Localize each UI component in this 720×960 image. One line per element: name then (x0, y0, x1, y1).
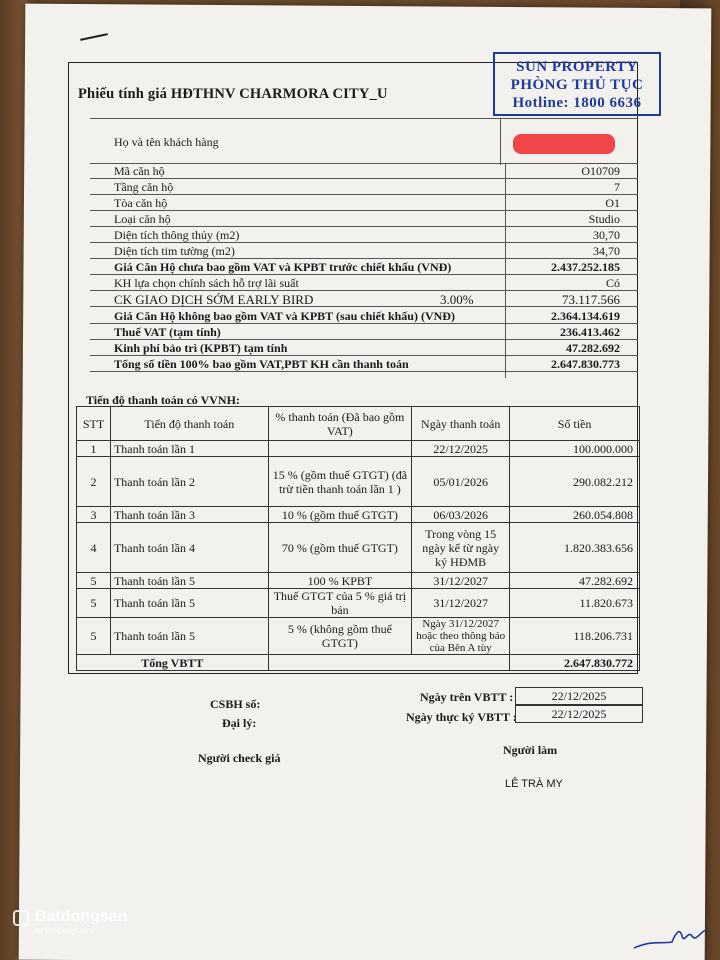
row-percent: 100 % KPBT (268, 573, 412, 589)
info-row-value: 34,70 (593, 244, 620, 258)
info-row-value: Có (605, 276, 620, 290)
info-row (90, 228, 638, 243)
handwritten-signature (632, 922, 712, 952)
info-row-value: 73.117.566 (561, 292, 620, 307)
customer-label: Họ và tên khách hàng (114, 135, 219, 149)
info-row-value: 7 (614, 180, 620, 194)
info-row-label: CK GIAO DỊCH SỚM EARLY BIRD (114, 292, 314, 307)
row-stage: Thanh toán lần 1 (110, 441, 268, 457)
vbtt-date-value: 22/12/2025 (515, 687, 643, 705)
row-date: 31/12/2027 (412, 573, 510, 589)
header-percent: % thanh toán (Đã bao gồm VAT) (268, 407, 412, 441)
row-percent: 10 % (gồm thuế GTGT) (268, 507, 412, 523)
info-row-value: 2.647.830.773 (551, 357, 620, 371)
watermark-logo-icon (13, 910, 29, 926)
info-row (90, 325, 638, 340)
row-amount: 1.820.383.656 (510, 523, 640, 573)
watermark-brand: Batdongsan (35, 908, 128, 925)
info-row-discount-rate: 3.00% (440, 292, 474, 307)
info-row-label: Tổng số tiền 100% bao gồm VAT,PBT KH cần thanh toán (114, 357, 409, 371)
table-header-row (77, 407, 640, 441)
info-row (90, 196, 638, 211)
row-stage: Thanh toán lần 5 (110, 589, 268, 618)
info-row-value: O1 (605, 196, 620, 210)
row-amount: 118.206.731 (510, 618, 640, 655)
info-row-value: 47.282.692 (566, 341, 620, 355)
row-stage: Thanh toán lần 2 (110, 457, 268, 507)
header-date: Ngày thanh toán (412, 407, 510, 441)
row-amount: 100.000.000 (510, 441, 640, 457)
row-stt: 2 (77, 457, 111, 507)
row-amount: 47.282.692 (510, 573, 640, 589)
document-title: Phiếu tính giá HĐTHNV CHARMORA CITY_U (78, 86, 388, 102)
info-row-label: Loại căn hộ (114, 212, 171, 226)
header-stage: Tiến độ thanh toán (110, 407, 268, 441)
info-row (90, 341, 638, 356)
info-row-label: Diện tích thông thủy (m2) (114, 228, 240, 242)
info-row-value: 2.437.252.185 (551, 260, 620, 274)
total-row (77, 655, 640, 671)
maker-name: LÊ TRÀ MY (505, 778, 563, 790)
header-amount: Số tiền (510, 407, 640, 441)
sun-property-stamp (493, 52, 661, 116)
info-row (90, 180, 638, 195)
watermark-sub: by PropertyGuru (35, 926, 94, 935)
row-date: Trong vòng 15 ngày kể từ ngày ký HĐMB (412, 523, 510, 573)
maker-label: Người làm (503, 743, 558, 757)
info-row-label: Tầng căn hộ (114, 180, 174, 194)
info-row (90, 292, 638, 307)
row-stage: Thanh toán lần 4 (110, 523, 268, 573)
row-percent: 70 % (gồm thuế GTGT) (268, 523, 412, 573)
info-row-value: 2.364.134.619 (551, 309, 620, 323)
row-stt: 3 (77, 507, 111, 523)
total-value: 2.647.830.772 (510, 655, 640, 671)
sign-date-value: 22/12/2025 (515, 705, 643, 723)
redaction-mark (513, 134, 615, 154)
payment-schedule-table (76, 406, 640, 671)
row-stt: 5 (77, 618, 111, 655)
stamp-line-2: PHÒNG THỦ TỤC (510, 77, 644, 93)
value-column-divider (505, 164, 506, 378)
info-row (90, 276, 638, 291)
table-row (77, 441, 640, 457)
table-row (77, 573, 640, 589)
info-row-label: Mã căn hộ (114, 164, 165, 178)
table-row (77, 457, 640, 507)
info-row (90, 212, 638, 227)
row-stt: 4 (77, 523, 111, 573)
row-percent: Thuế GTGT của 5 % giá trị bán (268, 589, 412, 618)
info-row (90, 260, 638, 275)
table-row (77, 523, 640, 573)
row-amount: 260.054.808 (510, 507, 640, 523)
info-row (90, 309, 638, 324)
row-date: Ngày 31/12/2027 hoặc theo thông báo của Bên A tùy (412, 618, 510, 655)
table-row (77, 507, 640, 523)
info-row (90, 357, 638, 372)
header-stt: STT (77, 407, 111, 441)
row-date: 22/12/2025 (412, 441, 510, 457)
info-row-value: Studio (588, 212, 620, 226)
info-row-label: KH lựa chọn chính sách hỗ trợ lãi suất (114, 276, 299, 290)
row-date: 31/12/2027 (412, 589, 510, 618)
row-percent: 5 % (không gồm thuế GTGT) (268, 618, 412, 655)
csbh-label: CSBH số: (210, 697, 261, 711)
batdongsan-watermark (15, 908, 127, 935)
agent-label: Đại lý: (222, 716, 257, 730)
checker-label: Người check giá (198, 751, 281, 765)
info-row-value: 30,70 (593, 228, 620, 242)
info-row-label: Thuế VAT (tạm tính) (114, 325, 221, 339)
info-row (90, 244, 638, 259)
total-label: Tổng VBTT (77, 655, 269, 671)
row-percent (268, 441, 412, 457)
info-row-label: Diện tích tim tường (m2) (114, 244, 235, 258)
info-row-value: 236.413.462 (560, 325, 620, 339)
row-amount: 290.082.212 (510, 457, 640, 507)
schedule-heading: Tiến độ thanh toán có VVNH: (86, 393, 240, 407)
info-row-label: Giá Căn Hộ không bao gồm VAT và KPBT (sau chiết khấu) (VNĐ) (114, 309, 455, 323)
row-stt: 5 (77, 573, 111, 589)
info-row-label: Giá Căn Hộ chưa bao gồm VAT và KPBT trước chiết khấu (VNĐ) (114, 260, 452, 274)
row-stage: Thanh toán lần 5 (110, 618, 268, 655)
row-stt: 1 (77, 441, 111, 457)
table-row (77, 618, 640, 655)
row-stage: Thanh toán lần 5 (110, 573, 268, 589)
info-row-value: O10709 (581, 164, 620, 178)
row-percent: 15 % (gồm thuế GTGT) (đã trừ tiền thanh toán lần 1 ) (268, 457, 412, 507)
row-date: 05/01/2026 (412, 457, 510, 507)
stamp-line-1: SUN PROPERTY (516, 59, 638, 75)
stamp-line-3: Hotline: 1800 6636 (512, 95, 642, 111)
table-row (77, 589, 640, 618)
sign-date-label: Ngày thực ký VBTT : (406, 710, 517, 724)
vbtt-date-label: Ngày trên VBTT : (420, 690, 514, 704)
info-row (90, 164, 638, 179)
info-row-label: Kinh phí bảo trì (KPBT) tạm tính (114, 341, 288, 355)
row-stt: 5 (77, 589, 111, 618)
row-date: 06/03/2026 (412, 507, 510, 523)
row-amount: 11.820.673 (510, 589, 640, 618)
row-stage: Thanh toán lần 3 (110, 507, 268, 523)
info-row-label: Tòa căn hộ (114, 196, 168, 210)
